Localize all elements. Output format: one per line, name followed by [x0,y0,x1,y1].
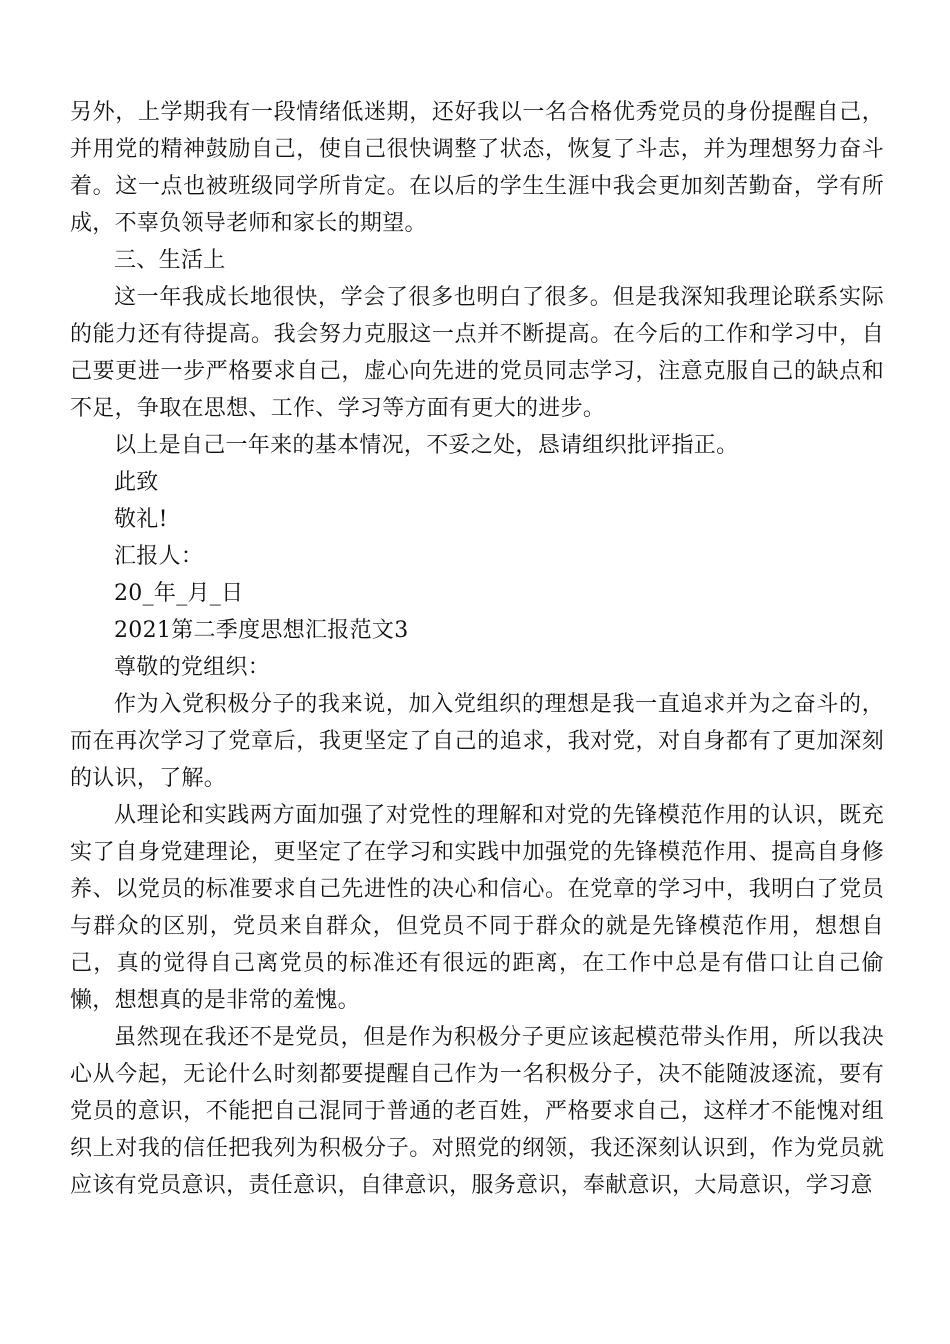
paragraph-theory-practice: 从理论和实践两方面加强了对党性的理解和对党的先锋模范作用的认识，既充实了自身党建理论，更坚定了在学习和实践中加强党的先锋模范作用、提高自身修养、以党员的标准要求自己先进性的决心和信心。在党章的学习中，我明白了党员与群众的区别，党员来自群众，但党员不同于群众的就是先锋模范作用，想想自己，真的觉得自己离党员的标准还有很远的距离，在工作中总是有借口让自己偷懒，想想真的是非常的羞愧。 [70,803,884,1013]
paragraph-resolution: 虽然现在我还不是党员，但是作为积极分子更应该起模范带头作用，所以我决心从今起，无论什么时刻都要提醒自己作为一名积极分子，决不能随波逐流，要有党员的意识，不能把自己混同于普通的老百姓，严格要求自己，这样才不能愧对组织上对我的信任把我列为积极分子。对照党的纲领，我还深刻认识到，作为党员就应该有党员意识，责任意识，自律意识，服务意识，奉献意识，大局意识，学习意 [70,1025,884,1198]
paragraph-growth: 这一年我成长地很快，学会了很多也明白了很多。但是我深知我理论联系实际的能力还有待提高。我会努力克服这一点并不断提高。在今后的工作和学习中，自己要更进一步严格要求自己，虚心向先进的党员同志学习，注意克服自己的缺点和不足，争取在思想、工作、学习等方面有更大的进步。 [70,285,884,421]
reporter-label: 汇报人： [114,544,204,569]
paragraph-mood-recovery: 另外，上学期我有一段情绪低迷期，还好我以一名合格优秀党员的身份提醒自己，并用党的精神鼓励自己，使自己很快调整了状态，恢复了斗志，并为理想努力奋斗着。这一点也被班级同学所肯定。在以后的学生生涯中我会更加刻苦勤奋，学有所成，不辜负领导老师和家长的期望。 [70,100,884,236]
report-date: 20_年_月_日 [114,581,244,606]
section-heading-life: 三、生活上 [114,248,226,273]
paragraph-summary: 以上是自己一年来的基本情况，不妥之处，恳请组织批评指正。 [114,433,739,458]
salutation: 尊敬的党组织： [114,655,271,680]
article-title: 2021第二季度思想汇报范文3 [114,618,409,643]
closing-greeting: 此致 [114,470,159,495]
paragraph-ideal: 作为入党积极分子的我来说，加入党组织的理想是我一直追求并为之奋斗的，而在再次学习了党章后，我更坚定了自己的追求，我对党，对自身都有了更加深刻的认识，了解。 [70,692,884,791]
document-body [70,94,884,1204]
closing-salute: 敬礼! [114,507,168,532]
